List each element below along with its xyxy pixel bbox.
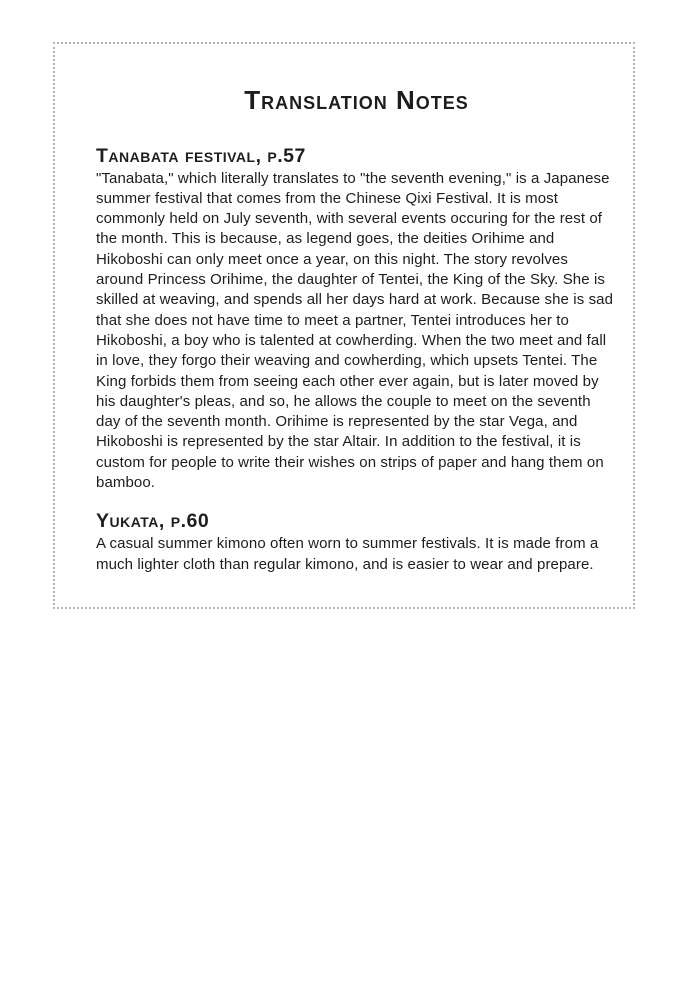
note-section-tanabata bbox=[96, 145, 617, 494]
note-heading-tanabata: Tanabata festival, p.57 bbox=[96, 144, 306, 167]
note-body-tanabata: "Tanabata," which literally translates to "the seventh evening," is a Japanese summer festival that comes from the Chinese Qixi Festival. It is most commonly held on July seventh, with several events occuring for the rest of the month. This is because, as legend goes, the deities Orihime and Hikoboshi can only meet once a year, on this night. The story revolves around Princess Orihime, the daughter of Tentei, the King of the Sky. She is skilled at weaving, and spends all her days hard at work. Because she is sad that she does not have time to meet a partner, Tentei introduces her to Hikoboshi, a boy who is talented at cowherding. When the two meet and fall in love, they forgo their weaving and cowherding, which upsets Tentei. The King forbids them from seeing each other ever again, but is later moved by his daughter's pleas, and so, he allows the couple to meet on the seventh day of the seventh month. Orihime is represented by the star Vega, and Hikoboshi is represented by the star Altair. In addition to the festival, it is custom for people to write their wishes on strips of paper and hang them on bamboo. bbox=[96, 169, 614, 492]
translation-notes-panel bbox=[53, 42, 635, 609]
note-body-yukata: A casual summer kimono often worn to summer festivals. It is made from a much lighter cloth than regular kimono, and is easier to wear and prepare. bbox=[96, 535, 599, 573]
page-title: Translation Notes bbox=[244, 85, 469, 115]
note-heading-yukata: Yukata, p.60 bbox=[96, 510, 210, 533]
note-section-yukata bbox=[96, 510, 617, 575]
